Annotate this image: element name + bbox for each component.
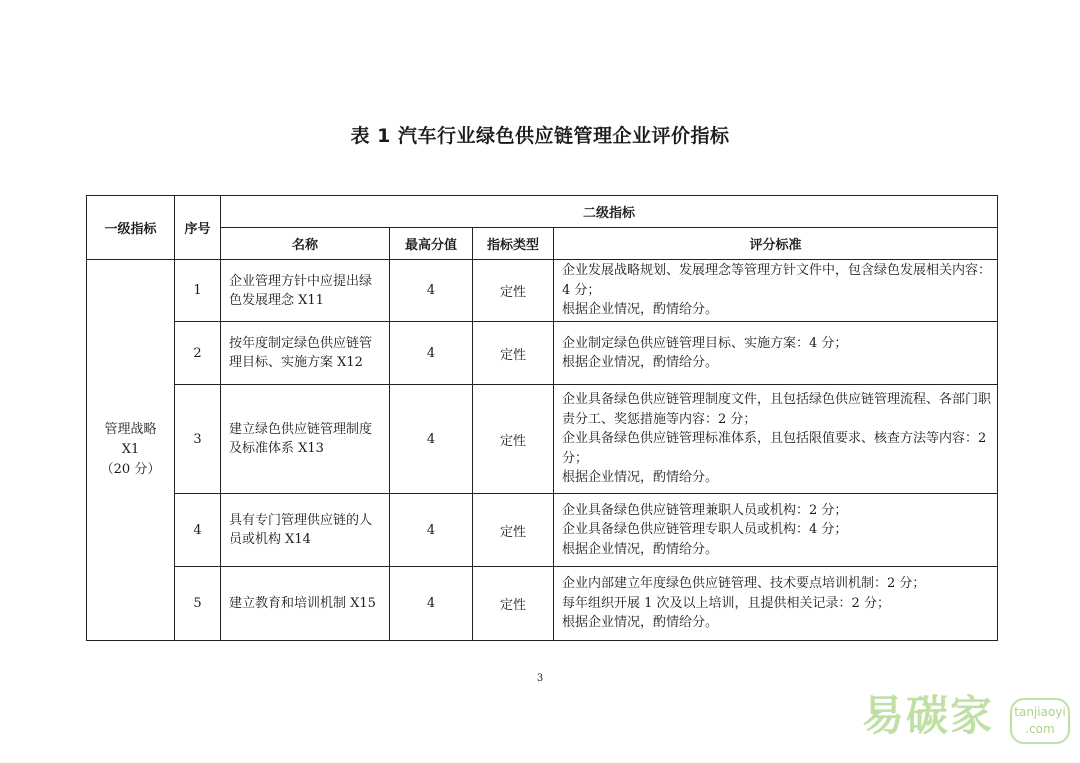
header-max-score: 最高分值 bbox=[390, 228, 473, 260]
criteria-line: 企业制定绿色供应链管理目标、实施方案：4 分； bbox=[562, 335, 848, 351]
row-seq: 2 bbox=[175, 322, 221, 385]
row-name: 按年度制定绿色供应链管理目标、实施方案 X12 bbox=[221, 322, 390, 385]
criteria-line: 根据企业情况，酌情给分。 bbox=[562, 355, 719, 370]
row-seq: 4 bbox=[175, 494, 221, 567]
row-type: 定性 bbox=[473, 260, 554, 322]
level1-score: （20 分） bbox=[100, 462, 161, 477]
row-max-score: 4 bbox=[390, 567, 473, 641]
criteria-line: 企业具备绿色供应链管理制度文件，且包括绿色供应链管理流程、各部门职责分工、奖惩措施等内容：2 分； bbox=[562, 392, 992, 427]
header-criteria: 评分标准 bbox=[554, 228, 998, 260]
watermark-logo bbox=[862, 688, 1072, 752]
page-number: 3 bbox=[536, 673, 544, 684]
row-criteria bbox=[554, 260, 998, 322]
row-seq: 1 bbox=[175, 260, 221, 322]
header-name: 名称 bbox=[221, 228, 390, 260]
row-max-score: 4 bbox=[390, 385, 473, 494]
criteria-line: 企业具备绿色供应链管理专职人员或机构：4 分； bbox=[562, 522, 848, 538]
row-max-score: 4 bbox=[390, 494, 473, 567]
row-name: 具有专门管理供应链的人员或机构 X14 bbox=[221, 494, 390, 567]
criteria-line: 企业内部建立年度绿色供应链管理、技术要点培训机制：2 分； bbox=[562, 576, 926, 592]
row-max-score: 4 bbox=[390, 322, 473, 385]
criteria-line: 每年组织开展 1 次及以上培训，且提供相关记录：2 分； bbox=[562, 595, 890, 611]
criteria-line: 根据企业情况，酌情给分。 bbox=[562, 541, 719, 557]
table-row bbox=[87, 567, 998, 641]
criteria-line: 根据企业情况，酌情给分。 bbox=[562, 470, 719, 486]
watermark-domain-suffix: .com bbox=[1025, 722, 1055, 736]
level1-cell bbox=[87, 260, 175, 641]
criteria-line: 企业发展战略规划、发展理念等管理方针文件中，包含绿色发展相关内容：4 分； bbox=[562, 263, 992, 298]
row-criteria bbox=[554, 567, 998, 641]
row-criteria bbox=[554, 385, 998, 494]
header-seq: 序号 bbox=[175, 196, 221, 260]
criteria-line: 企业具备绿色供应链管理标准体系，且包括限值要求、核查方法等内容：2 分； bbox=[562, 431, 987, 466]
watermark-domain: tanjiaoyi bbox=[1014, 705, 1066, 719]
header-level2: 二级指标 bbox=[221, 196, 998, 228]
criteria-line: 根据企业情况，酌情给分。 bbox=[562, 615, 719, 631]
row-type: 定性 bbox=[473, 494, 554, 567]
row-type: 定性 bbox=[473, 567, 554, 641]
table-title: 表 1 汽车行业绿色供应链管理企业评价指标 bbox=[350, 125, 730, 147]
row-type: 定性 bbox=[473, 385, 554, 494]
criteria-line: 根据企业情况，酌情给分。 bbox=[562, 302, 719, 318]
row-criteria bbox=[554, 322, 998, 385]
table-row bbox=[87, 385, 998, 494]
row-seq: 3 bbox=[175, 385, 221, 494]
header-type: 指标类型 bbox=[473, 228, 554, 260]
row-name: 企业管理方针中应提出绿色发展理念 X11 bbox=[221, 260, 390, 322]
row-name: 建立绿色供应链管理制度及标准体系 X13 bbox=[221, 385, 390, 494]
table-row bbox=[87, 260, 998, 322]
row-name: 建立教育和培训机制 X15 bbox=[221, 567, 390, 641]
watermark-badge bbox=[1010, 698, 1070, 744]
row-criteria bbox=[554, 494, 998, 567]
criteria-line: 企业具备绿色供应链管理兼职人员或机构：2 分； bbox=[562, 502, 848, 518]
row-seq: 5 bbox=[175, 567, 221, 641]
level1-code: X1 bbox=[121, 442, 140, 457]
header-level1: 一级指标 bbox=[87, 196, 175, 260]
watermark-brand: 易碳家 bbox=[862, 691, 995, 740]
table-row bbox=[87, 494, 998, 567]
evaluation-table bbox=[86, 195, 998, 641]
level1-name: 管理战略 bbox=[104, 422, 157, 437]
row-max-score: 4 bbox=[390, 260, 473, 322]
table-row bbox=[87, 322, 998, 385]
row-type: 定性 bbox=[473, 322, 554, 385]
